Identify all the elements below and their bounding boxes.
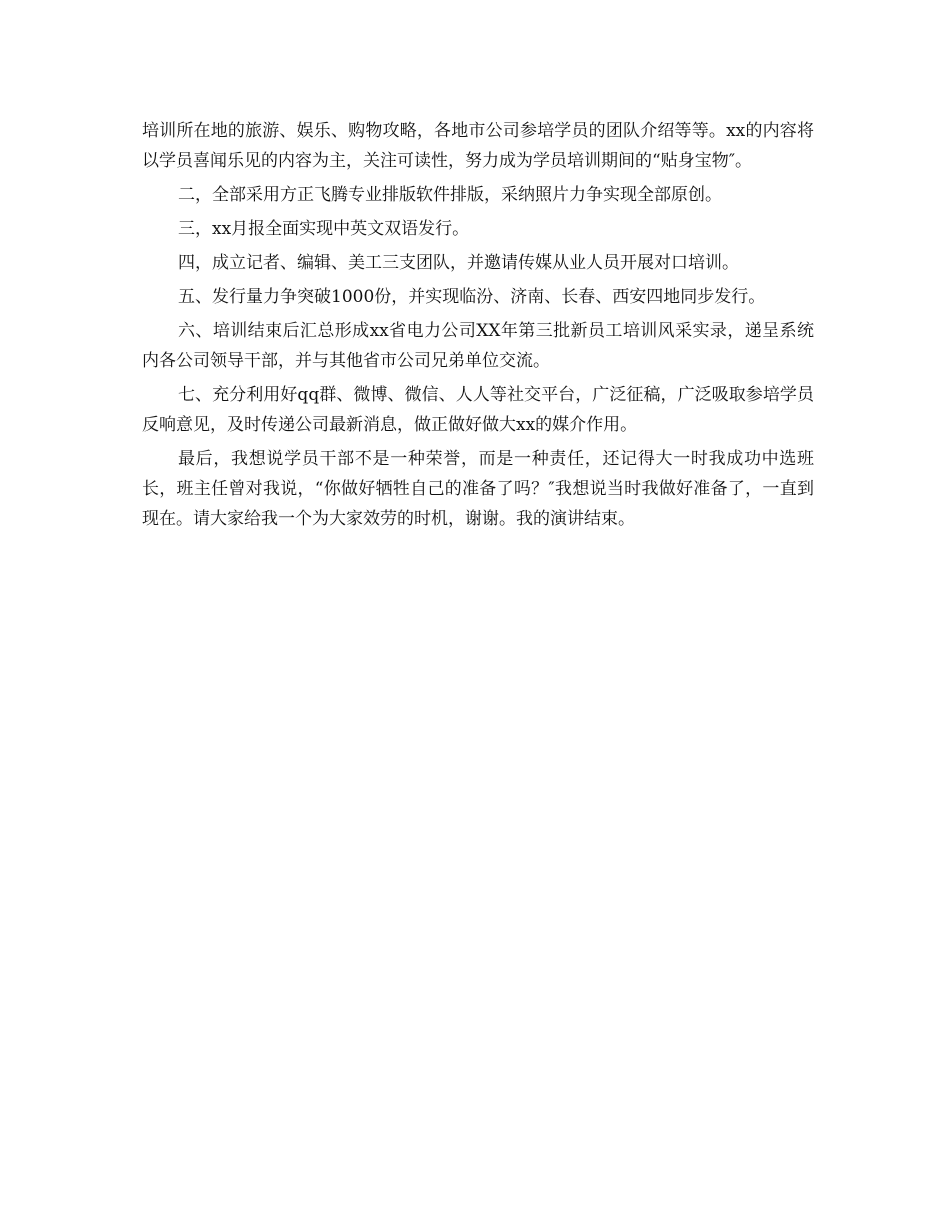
paragraph-closing: 最后，我想说学员干部不是一种荣誉，而是一种责任，还记得大一时我成功中选班长，班主任曾对我说，“你做好牺牲自己的准备了吗？″我想说当时我做好准备了，一直到现在。请大家给我一个为大家效劳的时机，谢谢。我的演讲结束。: [142, 449, 814, 529]
document-body: [142, 116, 814, 538]
paragraph-continuation: 培训所在地的旅游、娱乐、购物攻略，各地市公司参培学员的团队介绍等等。xx的内容将以学员喜闻乐见的内容为主，关注可读性，努力成为学员培训期间的“贴身宝物″。: [142, 121, 814, 171]
paragraph-item-4: 四，成立记者、编辑、美工三支团队，并邀请传媒从业人员开展对口培训。: [178, 253, 739, 273]
paragraph-item-5: 五、发行量力争突破1000份，并实现临汾、济南、长春、西安四地同步发行。: [178, 287, 766, 307]
paragraph-item-2: 二，全部采用方正飞腾专业排版软件排版，采纳照片力争实现全部原创。: [178, 185, 722, 205]
paragraph-item-6: 六、培训结束后汇总形成xx省电力公司XX年第三批新员工培训风采实录，递呈系统内各公司领导干部，并与其他省市公司兄弟单位交流。: [142, 321, 814, 371]
paragraph-item-3: 三，xx月报全面实现中英文双语发行。: [178, 219, 470, 239]
paragraph-item-7: 七、充分利用好qq群、微博、微信、人人等社交平台，广泛征稿，广泛吸取参培学员反响意见，及时传递公司最新消息，做正做好做大xx的媒介作用。: [142, 385, 814, 435]
